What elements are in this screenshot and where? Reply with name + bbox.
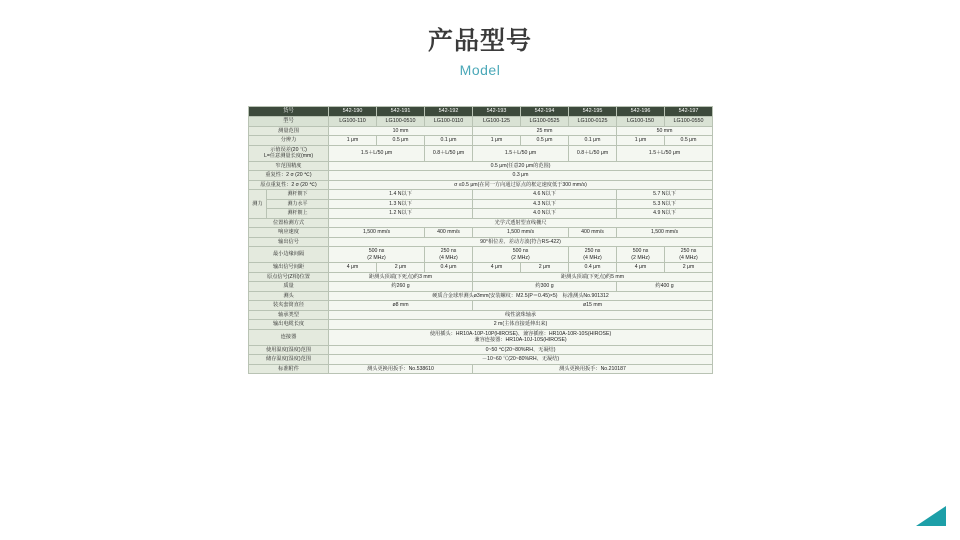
table-row [249, 190, 713, 200]
row-label: 窄范围精度 [249, 161, 329, 171]
row-value: 0.3 μm [329, 171, 713, 181]
row-value: 50 mm [617, 126, 713, 136]
table-row [249, 161, 713, 171]
table-row [249, 136, 713, 146]
row-value: 0.5 μm(任意20 μm的范围) [329, 161, 713, 171]
row-value: 线性滚珠轴承 [329, 310, 713, 320]
table-row [249, 272, 713, 282]
row-value: 4.3 N以下 [473, 199, 617, 209]
row-value: σ ≤0.5 μm(在同一方向通过原点的框定速度低于300 mm/s) [329, 180, 713, 190]
header-part-number: 542-192 [425, 107, 473, 117]
table-row [249, 218, 713, 228]
row-value: －10~60 ℃(20~80%RH、无凝结) [329, 355, 713, 365]
row-value: 0.4 μm [425, 263, 473, 273]
table-row [249, 247, 713, 263]
row-label: 示值误差(20 ℃) L=任意测量长度(mm) [249, 145, 329, 161]
row-value: 0.4 μm [569, 263, 617, 273]
row-value: 2 μm [521, 263, 569, 273]
row-label: 测头 [249, 291, 329, 301]
row-label: 使用温度(湿度)范围 [249, 345, 329, 355]
row-label: 分辨力 [249, 136, 329, 146]
row-value: 1.5＋L/50 μm [473, 145, 569, 161]
row-value: 4.6 N以下 [473, 190, 617, 200]
row-value: 0.5 μm [521, 136, 569, 146]
row-value: 约300 g [473, 282, 617, 292]
spec-table [248, 106, 713, 374]
row-value: 1 μm [473, 136, 521, 146]
row-value: 约400 g [617, 282, 713, 292]
row-label: 测力水平 [267, 199, 329, 209]
row-value: 4.0 N以下 [473, 209, 617, 219]
row-value: 硬质合金球形测头ø3mm(安装螺纹：M2.5(P＝0.45)×5) 标准测头No.901312 [329, 291, 713, 301]
row-value: 距测头顶端(下死点)约5 mm [473, 272, 713, 282]
header-part-number: 542-193 [473, 107, 521, 117]
row-value: 250 ns (4 MHz) [425, 247, 473, 263]
row-value: 4 μm [473, 263, 521, 273]
row-value: 2 μm [377, 263, 425, 273]
row-value: 使用插头：HR10A-10P-10P(HIROSE)、兼容插座：HR10A-10R-10S(HIROSE) 兼容连接器：HR10A-10J-10S(HIROSE) [329, 329, 713, 345]
row-value: 测头更换用扳手：No.538610 [329, 364, 473, 374]
row-value: 0.1 μm [569, 136, 617, 146]
header-model-value: LG100-125 [473, 116, 521, 126]
row-label: 标准附件 [249, 364, 329, 374]
row-value: 1,500 mm/s [617, 228, 713, 238]
row-value: 5.7 N以下 [617, 190, 713, 200]
page-subtitle: Model [459, 62, 501, 78]
table-row [249, 329, 713, 345]
row-value: 0.8＋L/50 μm [425, 145, 473, 161]
table-row [249, 126, 713, 136]
row-value: 光学式透射型直线栅尺 [329, 218, 713, 228]
row-value: 250 ns (4 MHz) [665, 247, 713, 263]
header-model-value: LG100-0110 [425, 116, 473, 126]
table-row [249, 345, 713, 355]
row-value: 2 μm [665, 263, 713, 273]
row-label: 原点重复性：2 σ (20 ℃) [249, 180, 329, 190]
table-row [249, 199, 713, 209]
page-title-block [0, 0, 960, 78]
table-row [249, 237, 713, 247]
row-value: 25 mm [473, 126, 617, 136]
row-label: 输出信号间距 [249, 263, 329, 273]
row-label: 响应速度 [249, 228, 329, 238]
header-part-number: 542-196 [617, 107, 665, 117]
table-row [249, 282, 713, 292]
row-value: 约260 g [329, 282, 473, 292]
table-row [249, 180, 713, 190]
row-value: 10 mm [329, 126, 473, 136]
header-model-value: LG100-0125 [569, 116, 617, 126]
row-value: 250 ns (4 MHz) [569, 247, 617, 263]
row-value: 1.4 N以下 [329, 190, 473, 200]
table-row [249, 364, 713, 374]
row-value: 500 ns (2 MHz) [473, 247, 569, 263]
header-model-value: LG100-110 [329, 116, 377, 126]
header-part-number: 542-194 [521, 107, 569, 117]
row-group-label: 测力 [249, 190, 267, 219]
row-value: 1,500 mm/s [473, 228, 569, 238]
row-label: 连接器 [249, 329, 329, 345]
header-model-value: LG100-0510 [377, 116, 425, 126]
row-value: 0.5 μm [665, 136, 713, 146]
header-part-number: 542-197 [665, 107, 713, 117]
table-row [249, 209, 713, 219]
table-row [249, 301, 713, 311]
header-model-value: LG100-0550 [665, 116, 713, 126]
table-row [249, 107, 713, 117]
row-label: 测杆朝上 [267, 209, 329, 219]
row-label: 测量范围 [249, 126, 329, 136]
row-value: 0~50 ℃(20~80%RH、无凝结) [329, 345, 713, 355]
header-model-label: 型号 [249, 116, 329, 126]
row-label: 质量 [249, 282, 329, 292]
row-value: 距测头顶端(下死点)约3 mm [329, 272, 473, 282]
row-value: 1.3 N以下 [329, 199, 473, 209]
header-part-number: 542-191 [377, 107, 425, 117]
row-value: 90°相位差、差动方波(符合RS-422) [329, 237, 713, 247]
header-item-label: 货号 [249, 107, 329, 117]
row-value: 4 μm [617, 263, 665, 273]
table-row [249, 263, 713, 273]
row-value: 1.5＋L/50 μm [329, 145, 425, 161]
table-row [249, 291, 713, 301]
row-label: 装夹套筒直径 [249, 301, 329, 311]
row-label: 最小边缘间隔 [249, 247, 329, 263]
table-row [249, 116, 713, 126]
table-row [249, 171, 713, 181]
row-value: ø15 mm [473, 301, 713, 311]
row-value: 4.9 N以下 [617, 209, 713, 219]
row-value: 1 μm [617, 136, 665, 146]
header-model-value: LG100-0525 [521, 116, 569, 126]
row-value: 500 ns (2 MHz) [329, 247, 425, 263]
table-row [249, 320, 713, 330]
row-value: 2 m(主体直接延伸出来) [329, 320, 713, 330]
header-part-number: 542-190 [329, 107, 377, 117]
spec-table-wrapper [248, 106, 712, 374]
row-label: 位置检测方式 [249, 218, 329, 228]
row-value: 1 μm [329, 136, 377, 146]
row-value: ø8 mm [329, 301, 473, 311]
row-label: 储存温度(湿度)范围 [249, 355, 329, 365]
header-part-number: 542-195 [569, 107, 617, 117]
row-label: 轴承类型 [249, 310, 329, 320]
row-label: 测杆朝下 [267, 190, 329, 200]
row-value: 400 mm/s [425, 228, 473, 238]
header-model-value: LG100-150 [617, 116, 665, 126]
table-row [249, 310, 713, 320]
table-row [249, 228, 713, 238]
row-label: 输出信号 [249, 237, 329, 247]
table-row [249, 145, 713, 161]
row-value: 4 μm [329, 263, 377, 273]
row-value: 测头更换用扳手：No.210187 [473, 364, 713, 374]
row-label: 重复性：2 σ (20 ℃) [249, 171, 329, 181]
row-value: 0.8＋L/50 μm [569, 145, 617, 161]
row-label: 输出电缆长度 [249, 320, 329, 330]
row-value: 500 ns (2 MHz) [617, 247, 665, 263]
row-value: 1.5＋L/50 μm [617, 145, 713, 161]
row-label: 原点信号(Z相)位置 [249, 272, 329, 282]
row-value: 1,500 mm/s [329, 228, 425, 238]
row-value: 0.1 μm [425, 136, 473, 146]
row-value: 400 mm/s [569, 228, 617, 238]
row-value: 0.5 μm [377, 136, 425, 146]
page-title: 产品型号 [427, 27, 532, 55]
corner-triangle-icon [916, 506, 946, 526]
row-value: 1.2 N以下 [329, 209, 473, 219]
row-value: 5.3 N以下 [617, 199, 713, 209]
table-row [249, 355, 713, 365]
